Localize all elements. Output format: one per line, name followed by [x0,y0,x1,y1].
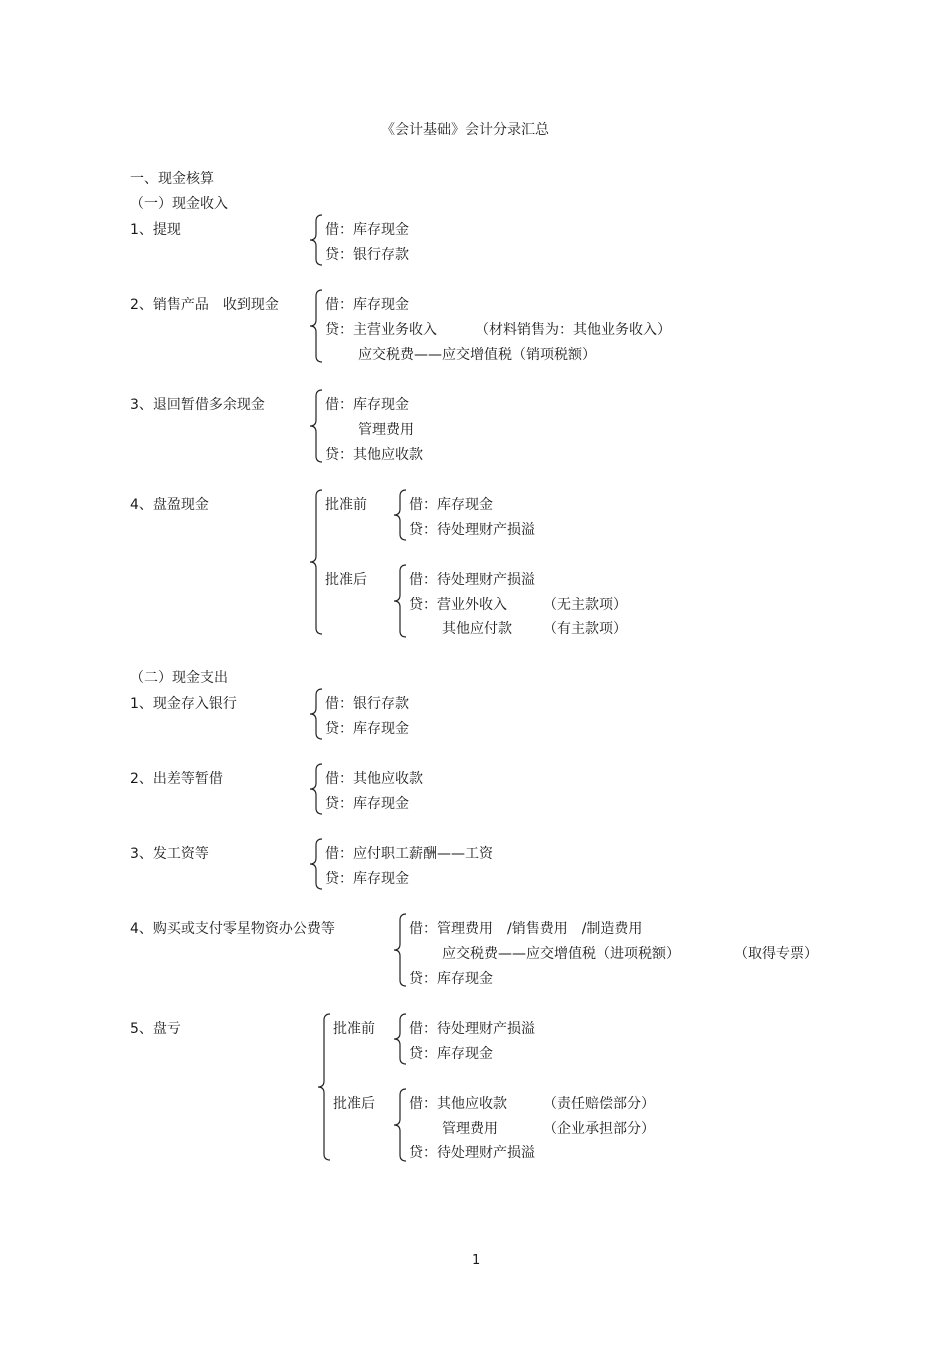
stage-label: 批准后 [325,572,367,588]
brace [392,489,408,541]
credit-line: 应交税费——应交增值税（销项税额） [358,347,596,363]
debit-line: 借：待处理财产损溢 [409,1021,535,1037]
debit-line: 借：管理费用 /销售费用 /制造费用 [409,921,643,937]
stage-label: 批准前 [333,1021,375,1037]
subsection-heading-expense: （二）现金支出 [130,670,228,686]
credit-note: （无主款项） [543,597,627,613]
debit-line: 借：库存现金 [409,497,493,513]
credit-line: 贷：库存现金 [325,871,409,887]
debit-line: 借：银行存款 [325,696,409,712]
page-number: 1 [472,1253,481,1268]
brace [308,688,324,740]
entry-label: 3、发工资等 [130,846,209,862]
page-title: 《会计基础》会计分录汇总 [381,122,549,138]
credit-note: （材料销售为：其他业务收入） [475,322,671,338]
brace [392,913,408,987]
debit-line: 借：库存现金 [325,397,409,413]
credit-line: 贷：主营业务收入 [325,322,437,338]
entry-label: 1、现金存入银行 [130,696,237,712]
entry-label: 5、盘亏 [130,1021,181,1037]
credit-line: 贷：库存现金 [409,1046,493,1062]
credit-note: （有主款项） [543,621,627,637]
credit-line: 贷：其他应收款 [325,447,423,463]
credit-line: 其他应付款 [442,621,512,637]
debit-line: 借：其他应收款 [325,771,423,787]
brace [308,289,324,363]
debit-line: 应交税费——应交增值税（进项税额） [442,946,680,962]
brace [316,1013,332,1161]
debit-line: 借：待处理财产损溢 [409,572,535,588]
brace [308,214,324,266]
debit-note: （企业承担部分） [543,1121,655,1137]
credit-line: 贷：营业外收入 [409,597,507,613]
brace [392,1013,408,1065]
stage-label: 批准前 [325,497,367,513]
brace [392,1088,408,1162]
credit-line: 贷：待处理财产损溢 [409,522,535,538]
debit-line: 管理费用 [442,1121,498,1137]
entry-label: 3、退回暂借多余现金 [130,397,265,413]
credit-line: 贷：银行存款 [325,247,409,263]
brace [392,564,408,638]
entry-label: 4、盘盈现金 [130,497,209,513]
subsection-heading-income: （一）现金收入 [130,196,228,212]
entry-label: 2、销售产品 收到现金 [130,297,279,313]
debit-line: 借：库存现金 [325,222,409,238]
debit-note: （责任赔偿部分） [543,1096,655,1112]
entry-label: 4、购买或支付零星物资办公费等 [130,921,335,937]
credit-line: 贷：库存现金 [325,796,409,812]
entry-label: 2、出差等暂借 [130,771,223,787]
debit-line: 管理费用 [358,422,414,438]
entry-label: 1、提现 [130,222,181,238]
brace [308,389,324,463]
brace [308,763,324,815]
debit-line: 借：应付职工薪酬——工资 [325,846,493,862]
debit-line: 借：库存现金 [325,297,409,313]
debit-note: （取得专票） [734,946,818,962]
brace [308,489,324,635]
credit-line: 贷：待处理财产损溢 [409,1145,535,1161]
section-heading: 一、现金核算 [130,171,214,187]
stage-label: 批准后 [333,1096,375,1112]
brace [308,838,324,890]
credit-line: 贷：库存现金 [325,721,409,737]
credit-line: 贷：库存现金 [409,971,493,987]
debit-line: 借：其他应收款 [409,1096,507,1112]
